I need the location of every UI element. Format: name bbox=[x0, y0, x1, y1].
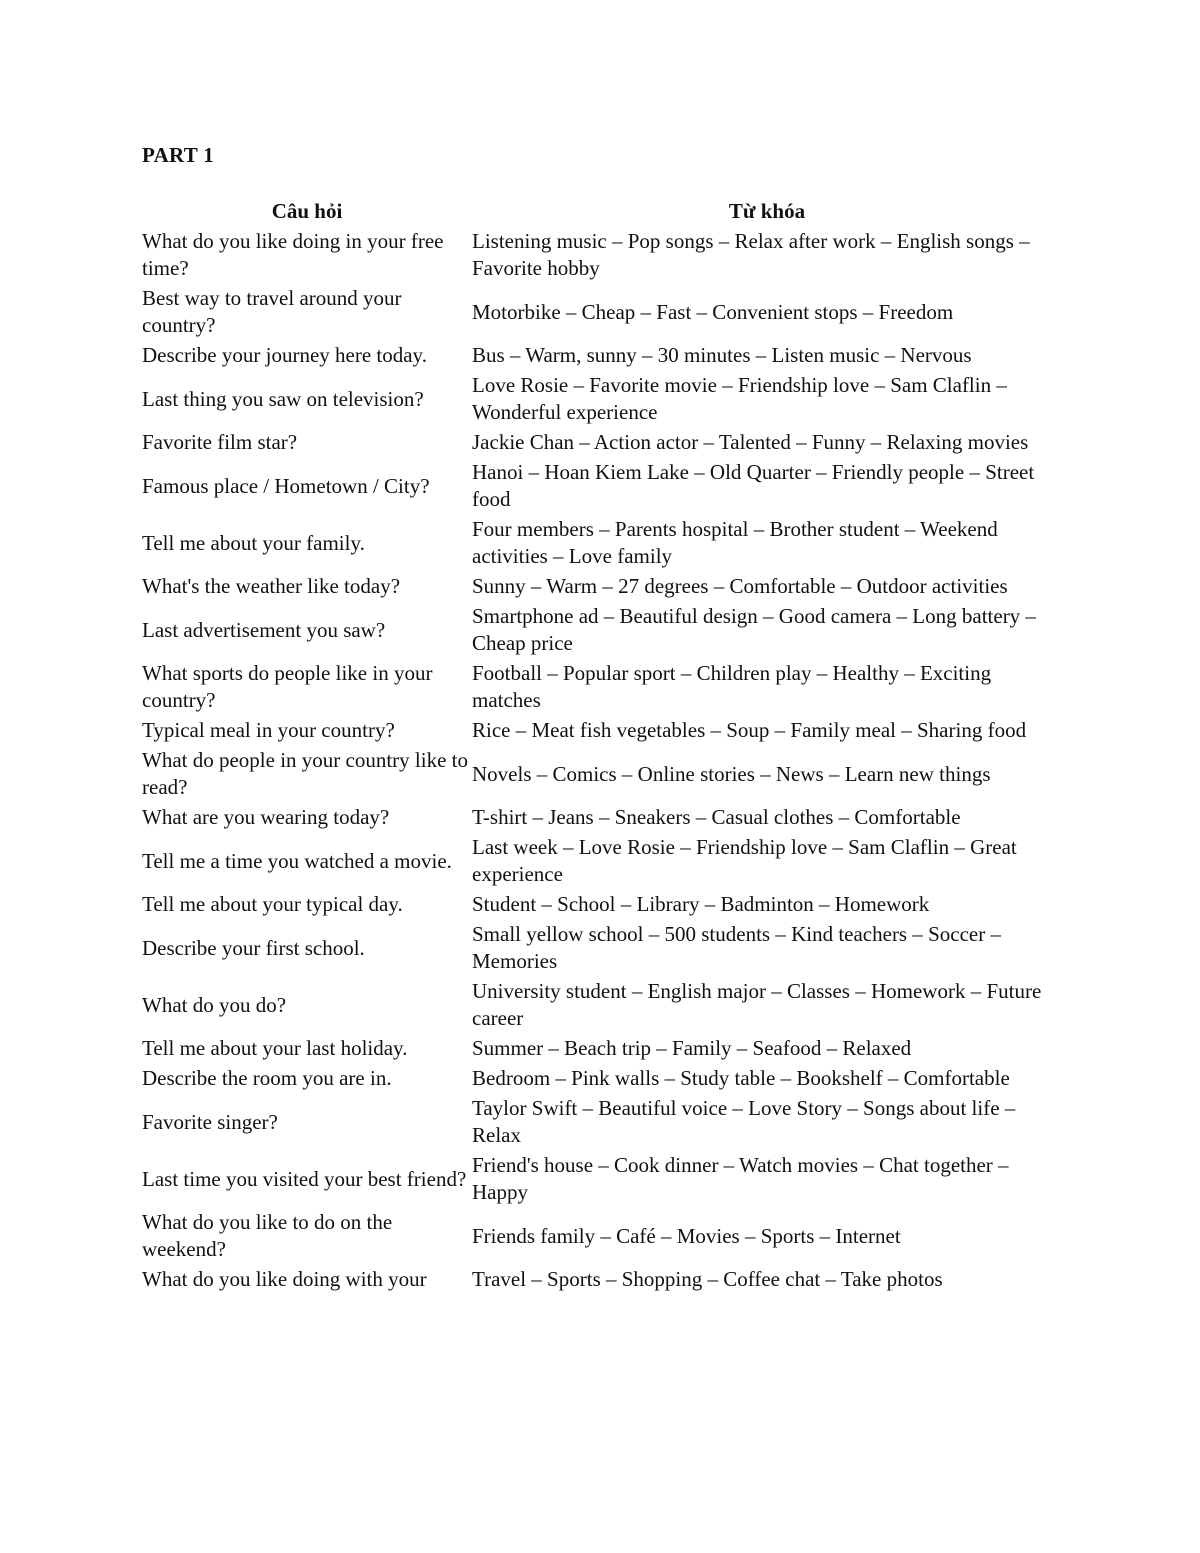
table-row bbox=[142, 746, 1062, 803]
question-cell: Favorite singer? bbox=[142, 1109, 278, 1134]
table-row bbox=[142, 977, 1062, 1034]
part-title: PART 1 bbox=[142, 143, 215, 167]
table-row bbox=[142, 1064, 1062, 1094]
table-row bbox=[142, 227, 1062, 284]
question-cell: Tell me about your last holiday. bbox=[142, 1036, 408, 1060]
keywords-cell: Four members – Parents hospital – Brother student – Weekend activities – Love family bbox=[472, 517, 998, 568]
table-row bbox=[142, 284, 1062, 341]
keywords-cell: University student – English major – Classes – Homework – Future career bbox=[472, 979, 1042, 1030]
question-cell: Famous place / Hometown / City? bbox=[142, 473, 430, 498]
table-row bbox=[142, 833, 1062, 890]
keywords-cell: Hanoi – Hoan Kiem Lake – Old Quarter – Friendly people – Street food bbox=[472, 460, 1035, 511]
question-cell: What sports do people like in your country? bbox=[142, 661, 433, 712]
keywords-cell: Love Rosie – Favorite movie – Friendship love – Sam Claflin – Wonderful experience bbox=[472, 373, 1007, 424]
question-cell: What's the weather like today? bbox=[142, 574, 401, 598]
table-row bbox=[142, 602, 1062, 659]
keywords-cell: T-shirt – Jeans – Sneakers – Casual clothes – Comfortable bbox=[472, 805, 961, 829]
keywords-cell: Travel – Sports – Shopping – Coffee chat – Take photos bbox=[472, 1267, 943, 1291]
question-cell: What do you like doing with your bbox=[142, 1267, 427, 1291]
keywords-cell: Sunny – Warm – 27 degrees – Comfortable – Outdoor activities bbox=[472, 574, 1008, 598]
keywords-cell: Student – School – Library – Badminton – Homework bbox=[472, 892, 930, 916]
keywords-cell: Taylor Swift – Beautiful voice – Love Story – Songs about life – Relax bbox=[472, 1096, 1016, 1147]
question-cell: Describe your first school. bbox=[142, 935, 365, 960]
question-cell: Typical meal in your country? bbox=[142, 718, 395, 742]
column-header-question: Câu hỏi bbox=[271, 199, 343, 223]
question-cell: Favorite film star? bbox=[142, 430, 298, 454]
question-cell: Last thing you saw on television? bbox=[142, 386, 424, 411]
keywords-cell: Last week – Love Rosie – Friendship love – Sam Claflin – Great experience bbox=[472, 835, 1017, 886]
table-row bbox=[142, 1208, 1062, 1265]
table-row bbox=[142, 803, 1062, 833]
question-cell: Last advertisement you saw? bbox=[142, 617, 386, 642]
table-row bbox=[142, 890, 1062, 920]
table-row bbox=[142, 920, 1062, 977]
table-row bbox=[142, 1151, 1062, 1208]
table-row bbox=[142, 659, 1062, 716]
table-row bbox=[142, 341, 1062, 371]
table-header-row bbox=[142, 198, 1062, 227]
keywords-cell: Listening music – Pop songs – Relax after work – English songs – Favorite hobby bbox=[472, 229, 1030, 280]
question-cell: What are you wearing today? bbox=[142, 805, 390, 829]
keywords-cell: Football – Popular sport – Children play – Healthy – Exciting matches bbox=[472, 661, 992, 712]
table-row bbox=[142, 371, 1062, 428]
question-cell: Tell me a time you watched a movie. bbox=[142, 848, 452, 873]
table-row bbox=[142, 428, 1062, 458]
question-cell: Best way to travel around your country? bbox=[142, 286, 402, 337]
keywords-cell: Bedroom – Pink walls – Study table – Bookshelf – Comfortable bbox=[472, 1066, 1010, 1090]
question-cell: Describe your journey here today. bbox=[142, 343, 427, 367]
keywords-cell: Rice – Meat fish vegetables – Soup – Family meal – Sharing food bbox=[472, 718, 1027, 742]
question-cell: Last time you visited your best friend? bbox=[142, 1166, 467, 1191]
keywords-cell: Smartphone ad – Beautiful design – Good camera – Long battery – Cheap price bbox=[472, 604, 1036, 655]
table-row bbox=[142, 1094, 1062, 1151]
question-keyword-table bbox=[142, 198, 1062, 1295]
question-cell: What do you like doing in your free time? bbox=[142, 229, 444, 280]
question-cell: What do you do? bbox=[142, 992, 287, 1017]
keywords-cell: Bus – Warm, sunny – 30 minutes – Listen music – Nervous bbox=[472, 343, 972, 367]
question-cell: What do people in your country like to read? bbox=[142, 748, 469, 799]
question-cell: Tell me about your family. bbox=[142, 530, 365, 555]
column-header-keywords: Từ khóa bbox=[728, 199, 806, 223]
table-row bbox=[142, 458, 1062, 515]
table-row bbox=[142, 1034, 1062, 1064]
table-row bbox=[142, 515, 1062, 572]
keywords-cell: Friend's house – Cook dinner – Watch movies – Chat together – Happy bbox=[472, 1153, 1009, 1204]
question-cell: Describe the room you are in. bbox=[142, 1066, 392, 1090]
question-cell: Tell me about your typical day. bbox=[142, 892, 403, 916]
table-row bbox=[142, 572, 1062, 602]
keywords-cell: Novels – Comics – Online stories – News – Learn new things bbox=[472, 761, 991, 786]
table-row bbox=[142, 716, 1062, 746]
table-row bbox=[142, 1265, 1062, 1295]
keywords-cell: Summer – Beach trip – Family – Seafood – Relaxed bbox=[472, 1036, 912, 1060]
keywords-cell: Friends family – Café – Movies – Sports – Internet bbox=[472, 1223, 901, 1248]
keywords-cell: Jackie Chan – Action actor – Talented – Funny – Relaxing movies bbox=[472, 430, 1029, 454]
question-cell: What do you like to do on the weekend? bbox=[142, 1210, 393, 1261]
keywords-cell: Small yellow school – 500 students – Kind teachers – Soccer – Memories bbox=[472, 922, 1001, 973]
keywords-cell: Motorbike – Cheap – Fast – Convenient stops – Freedom bbox=[472, 299, 954, 324]
